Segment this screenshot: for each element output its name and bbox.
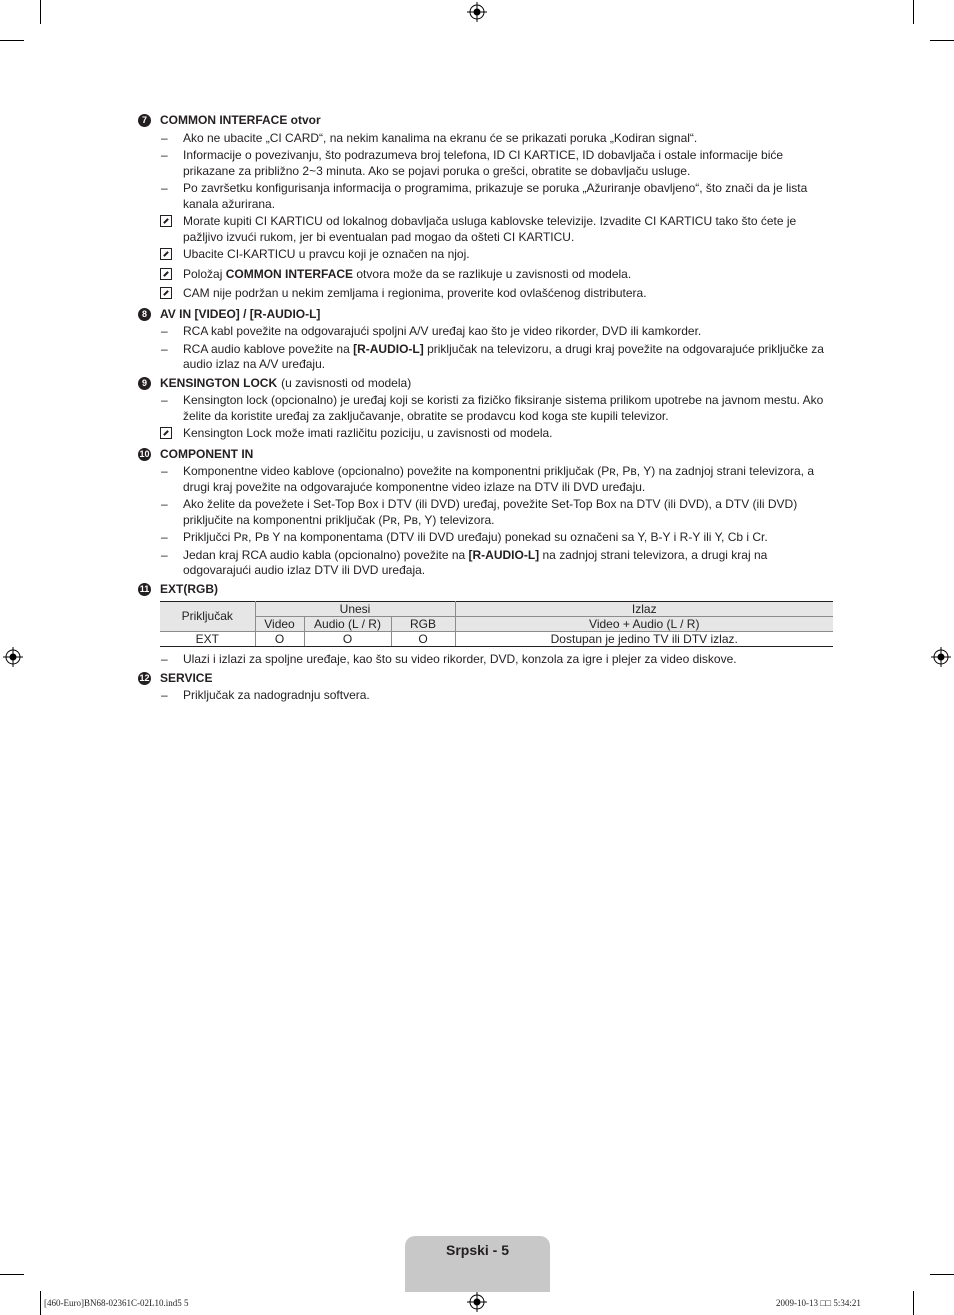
- table-cell: O: [304, 632, 391, 647]
- list-item: – Po završetku konfigurisanja informacija o programima, prikazuje se poruka „Ažuriranje obavljeno“, što znači da je lista kanala ažurirana.: [161, 181, 808, 211]
- note-item: Ubacite CI-KARTICU u pravcu koji je označen na njoj.: [138, 247, 838, 265]
- list-item: – Ako želite da povežete i Set-Top Box i DTV (ili DVD) uređaj, povežite Set-Top Box na DTV (ili DVD), a DTV (ili DVD) priključite na komponentni priključak (Pʀ, Pʙ, Y) televizora.: [161, 497, 798, 527]
- registration-mark-top: [467, 2, 487, 22]
- page-number: Srpski - 5: [445, 1242, 510, 1258]
- table-cell: Dostupan je jedino TV ili DTV izlaz.: [455, 632, 833, 647]
- table-cell: O: [391, 632, 455, 647]
- list-item: – Informacije o povezivanju, što podrazumeva broj telefona, ID CI KARTICE, ID dobavljača i ostale informacije biće prikazane za približno 2~3 minuta. Ako se pojavi poruka o grešci, obratite se dobavljaču usluge.: [161, 148, 784, 178]
- note-icon: [160, 248, 172, 260]
- table-cell: EXT: [160, 632, 255, 647]
- page-content: [138, 110, 838, 706]
- section-title: AV IN [VIDEO] / [R-AUDIO-L]: [160, 306, 321, 321]
- section-title: COMPONENT IN: [160, 446, 254, 461]
- table-row: [160, 632, 833, 647]
- table-subheader-output: Video + Audio (L / R): [455, 617, 833, 632]
- note-item: Kensington Lock može imati različitu poziciju, u zavisnosti od modela.: [138, 426, 838, 444]
- section-number-badge: 8: [138, 308, 151, 321]
- section-subtitle: (u zavisnosti od modela): [281, 375, 412, 390]
- section-number-badge: 10: [139, 448, 150, 459]
- note-icon: [160, 268, 172, 280]
- table-cell: O: [255, 632, 304, 647]
- note-icon: [160, 287, 172, 299]
- table-subheader-rgb: RGB: [391, 617, 455, 632]
- print-slug-left: [460-Euro]BN68-02361C-02L10.ind5 5: [44, 1298, 189, 1308]
- table-header-inputs: Unesi: [255, 602, 455, 617]
- note-item: Položaj COMMON INTERFACE otvora može da se razlikuje u zavisnosti od modela.: [138, 267, 838, 285]
- list-item: – Priključci Pʀ, Pʙ Y na komponentama (DTV ili DVD uređaju) ponekad su označeni sa Y, B-Y i R-Y ili Y, Cb i Cr.: [161, 530, 768, 544]
- table-subheader-audio: Audio (L / R): [304, 617, 391, 632]
- section-title: EXT(RGB): [160, 581, 218, 596]
- section-number-badge: 11: [139, 583, 150, 594]
- ext-connection-table: [160, 601, 833, 647]
- list-item: – Jedan kraj RCA audio kabla (opcionalno) povežite na [R-AUDIO-L] na zadnjoj strani televizora, a drugi kraj na odgovarajući audio izlaz DTV ili DVD uređaja.: [161, 547, 768, 577]
- list-item: – RCA audio kablove povežite na [R-AUDIO-L] priključak na televizoru, a drugi kraj povežite na odgovarajuće priključke za audio izlaz na A/V uređaju.: [161, 341, 824, 371]
- section-heading: [138, 307, 838, 323]
- note-icon: [160, 215, 172, 227]
- section-title: COMMON INTERFACE otvor: [160, 113, 321, 127]
- print-slug-right: 2009-10-13 □□ 5:34:21: [776, 1298, 861, 1308]
- section-heading: [138, 671, 838, 687]
- table-header-output: Izlaz: [455, 602, 833, 617]
- section-number-badge: 7: [138, 114, 151, 127]
- section-heading: [138, 113, 838, 129]
- list-item: – Ulazi i izlazi za spoljne uređaje, kao što su video rikorder, DVD, konzola za igre i plejer za video diskove.: [161, 652, 737, 666]
- section-number-badge: 12: [139, 672, 150, 683]
- section-heading: [138, 376, 838, 392]
- note-icon: [160, 427, 172, 439]
- section-heading: [138, 582, 838, 598]
- table-subheader-video: Video: [255, 617, 304, 632]
- section-heading: [138, 447, 838, 463]
- registration-mark-left: [3, 647, 23, 667]
- list-item: – Priključak za nadogradnju softvera.: [161, 688, 370, 702]
- registration-mark-bottom: [467, 1292, 487, 1312]
- list-item: – Kensington lock (opcionalno) je uređaj koji se koristi za fizičko fiksiranje sistema prilikom upotrebe na javnom mestu. Ako želite da koristite uređaj za zaključavanje, obratite se prodavcu kod koga ste kupili televizor.: [161, 393, 824, 423]
- page-number-tab: [405, 1236, 550, 1292]
- section-number-badge: 9: [138, 377, 151, 390]
- table-header-connector: Priključak: [160, 602, 255, 632]
- note-item: Morate kupiti CI KARTICU od lokalnog dobavljača usluga kablovske televizije. Izvadite CI KARTICU tako što ćete je pažljivo izvući rukom, jer bi eventualan pad mogao da ošteti CI KARTICU.: [138, 214, 838, 245]
- section-title: SERVICE: [160, 670, 213, 685]
- section-title: KENSINGTON LOCK: [160, 375, 278, 390]
- registration-mark-right: [931, 647, 951, 667]
- list-item: – Ako ne ubacite „CI CARD“, na nekim kanalima na ekranu će se prikazati poruka „Kodiran signal“.: [161, 130, 698, 145]
- note-item: CAM nije podržan u nekim zemljama i regionima, proverite kod ovlašćenog distributera.: [138, 286, 838, 304]
- list-item: – Komponentne video kablove (opcionalno) povežite na komponentni priključak (Pʀ, Pʙ, Y) na zadnjoj strani televizora, a drugi kraj povežite na odgovarajuće komponentne video izlaze na DTV ili DVD uređaju.: [161, 464, 815, 494]
- list-item: – RCA kabl povežite na odgovarajući spoljni A/V uređaj kao što je video rikorder, DVD ili kamkorder.: [161, 324, 702, 338]
